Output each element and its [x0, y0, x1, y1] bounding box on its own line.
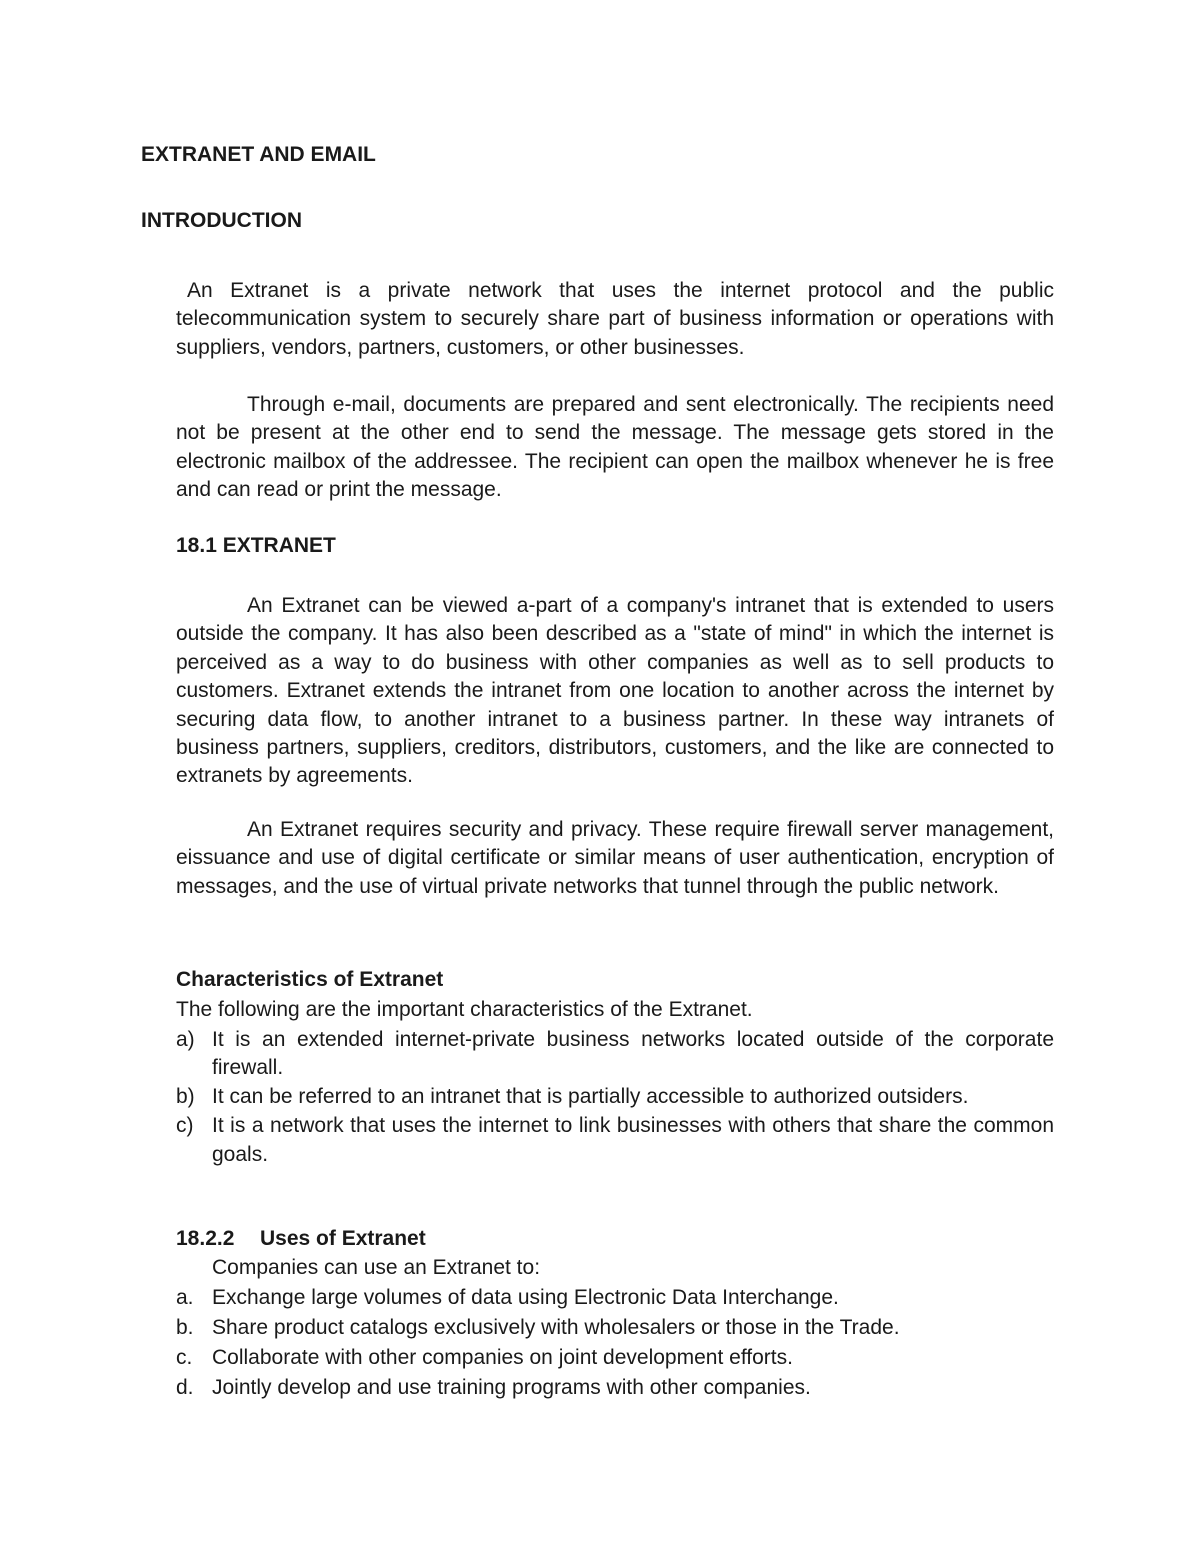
intro-paragraph-email: Through e-mail, documents are prepared and sent electronically. The recipients need not be present at the other end to send the message. The message gets stored in the electronic mailbox of the addressee. The recipient can open the mailbox whenever he is free and can read or print the message. [176, 393, 1054, 502]
list-item [176, 1344, 1054, 1372]
list-marker: c. [176, 1345, 193, 1369]
list-item-text: It can be referred to an intranet that is partially accessible to authorized outsiders. [212, 1085, 969, 1109]
list-marker: d. [176, 1375, 194, 1399]
list-item [176, 1083, 1054, 1111]
uses-heading [176, 1225, 426, 1253]
document-title: EXTRANET AND EMAIL [141, 143, 376, 166]
list-item-text: Exchange large volumes of data using Electronic Data Interchange. [212, 1286, 839, 1309]
list-item-text: It is an extended internet-private business networks located outside of the corporate firewall. [212, 1028, 1054, 1080]
list-item [176, 1284, 1054, 1312]
list-marker: b) [176, 1085, 195, 1109]
list-marker: a) [176, 1028, 195, 1051]
characteristics-list [176, 1026, 1054, 1170]
uses-heading-number: 18.2.2 [176, 1227, 235, 1250]
uses-list [176, 1284, 1054, 1404]
introduction-heading: INTRODUCTION [141, 209, 302, 232]
characteristics-intro: The following are the important characteristics of the Extranet. [176, 998, 753, 1021]
list-item [176, 1026, 1054, 1083]
list-marker: a. [176, 1286, 194, 1309]
characteristics-heading: Characteristics of Extranet [176, 968, 444, 991]
list-item [176, 1314, 1054, 1342]
uses-heading-text: Uses of Extranet [260, 1227, 426, 1250]
section-18-1-heading: 18.1 EXTRANET [176, 534, 336, 557]
uses-intro: Companies can use an Extranet to: [212, 1256, 541, 1279]
list-item-text: It is a network that uses the internet to link businesses with others that share the common goals. [212, 1114, 1054, 1166]
list-item [176, 1112, 1054, 1169]
extranet-paragraph-definition: An Extranet can be viewed a-part of a company's intranet that is extended to users outside the company. It has also been described as a "state of mind" in which the internet is perceived as a way to do business with other companies as well as to sell products to customers. Extranet extends the intranet from one location to another across the internet by securing data flow, to another intranet to a business partner. In these way intranets of business partners, suppliers, creditors, distributors, customers, and the like are connected to extranets by agreements. [176, 594, 1054, 788]
list-marker: b. [176, 1315, 194, 1339]
extranet-paragraph-security: An Extranet requires security and privacy. These require firewall server management, eissuance and use of digital certificate or similar means of user authentication, encryption of messages, and the use of virtual private networks that tunnel through the public network. [176, 818, 1054, 898]
list-item-text: Share product catalogs exclusively with wholesalers or those in the Trade. [212, 1315, 900, 1339]
list-item-text: Collaborate with other companies on joint development efforts. [212, 1345, 793, 1369]
list-item [176, 1374, 1054, 1402]
list-marker: c) [176, 1114, 194, 1138]
intro-paragraph-extranet: An Extranet is a private network that uses the internet protocol and the public telecommunication system to securely share part of business information or operations with suppliers, vendors, partners, customers, or other businesses. [176, 279, 1054, 359]
list-item-text: Jointly develop and use training programs with other companies. [212, 1375, 811, 1399]
